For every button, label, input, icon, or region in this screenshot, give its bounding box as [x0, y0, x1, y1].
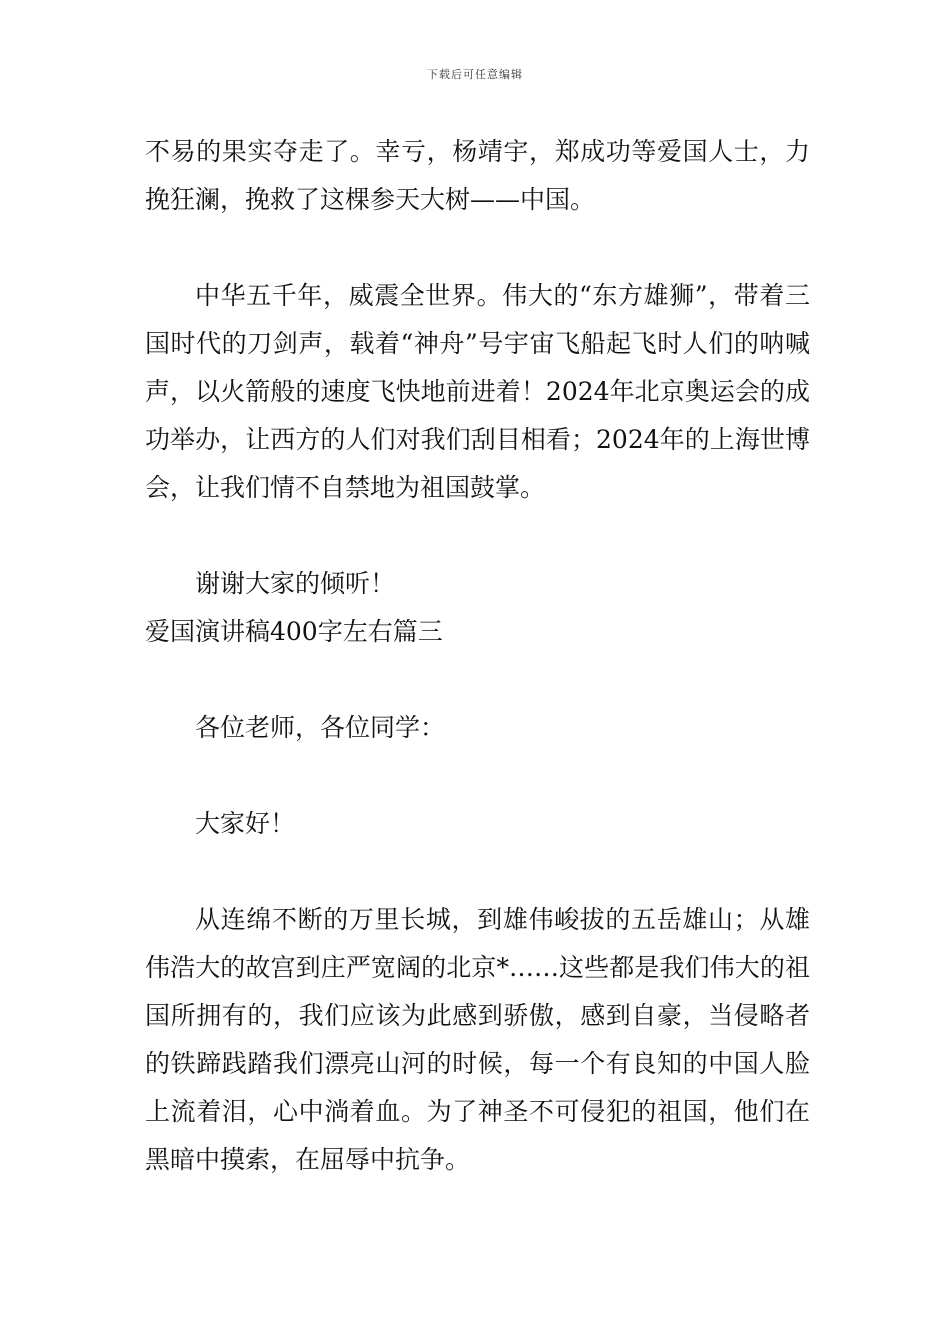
paragraph-4: 各位老师，各位同学： — [195, 713, 446, 742]
paragraph-2: 中华五千年，威震全世界。伟大的“东方雄狮”，带着三国时代的刀剑声，载着“神舟”号宇宙飞船起飞时人们的呐喊声，以火箭般的速度飞快地前进着！2024年北京奥运会的成功举办，让西方的人们对我们刮目相看；2024年的上海世博会，让我们情不自禁地为祖国鼓掌。 — [145, 281, 810, 502]
header-note: 下载后可任意编辑 — [427, 68, 523, 81]
paragraph-1: 不易的果实夺走了。幸亏，杨靖宇，郑成功等爱国人士，力挽狂澜，挽救了这棵参天大树——中国。 — [145, 137, 810, 214]
paragraph-6: 从连绵不断的万里长城，到雄伟峻拔的五岳雄山；从雄伟浩大的故宫到庄严宽阔的北京*……这些都是我们伟大的祖国所拥有的，我们应该为此感到骄傲，感到自豪，当侵略者的铁蹄践踏我们漂亮山河的时候，每一个有良知的中国人脸上流着泪，心中淌着血。为了神圣不可侵犯的祖国，他们在黑暗中摸索，在屈辱中抗争。 — [145, 905, 810, 1174]
document-body — [145, 128, 810, 1184]
paragraph-5: 大家好！ — [195, 809, 296, 838]
section-title: 爱国演讲稿400字左右篇三 — [145, 617, 443, 646]
paragraph-3: 谢谢大家的倾听！ — [195, 569, 396, 598]
